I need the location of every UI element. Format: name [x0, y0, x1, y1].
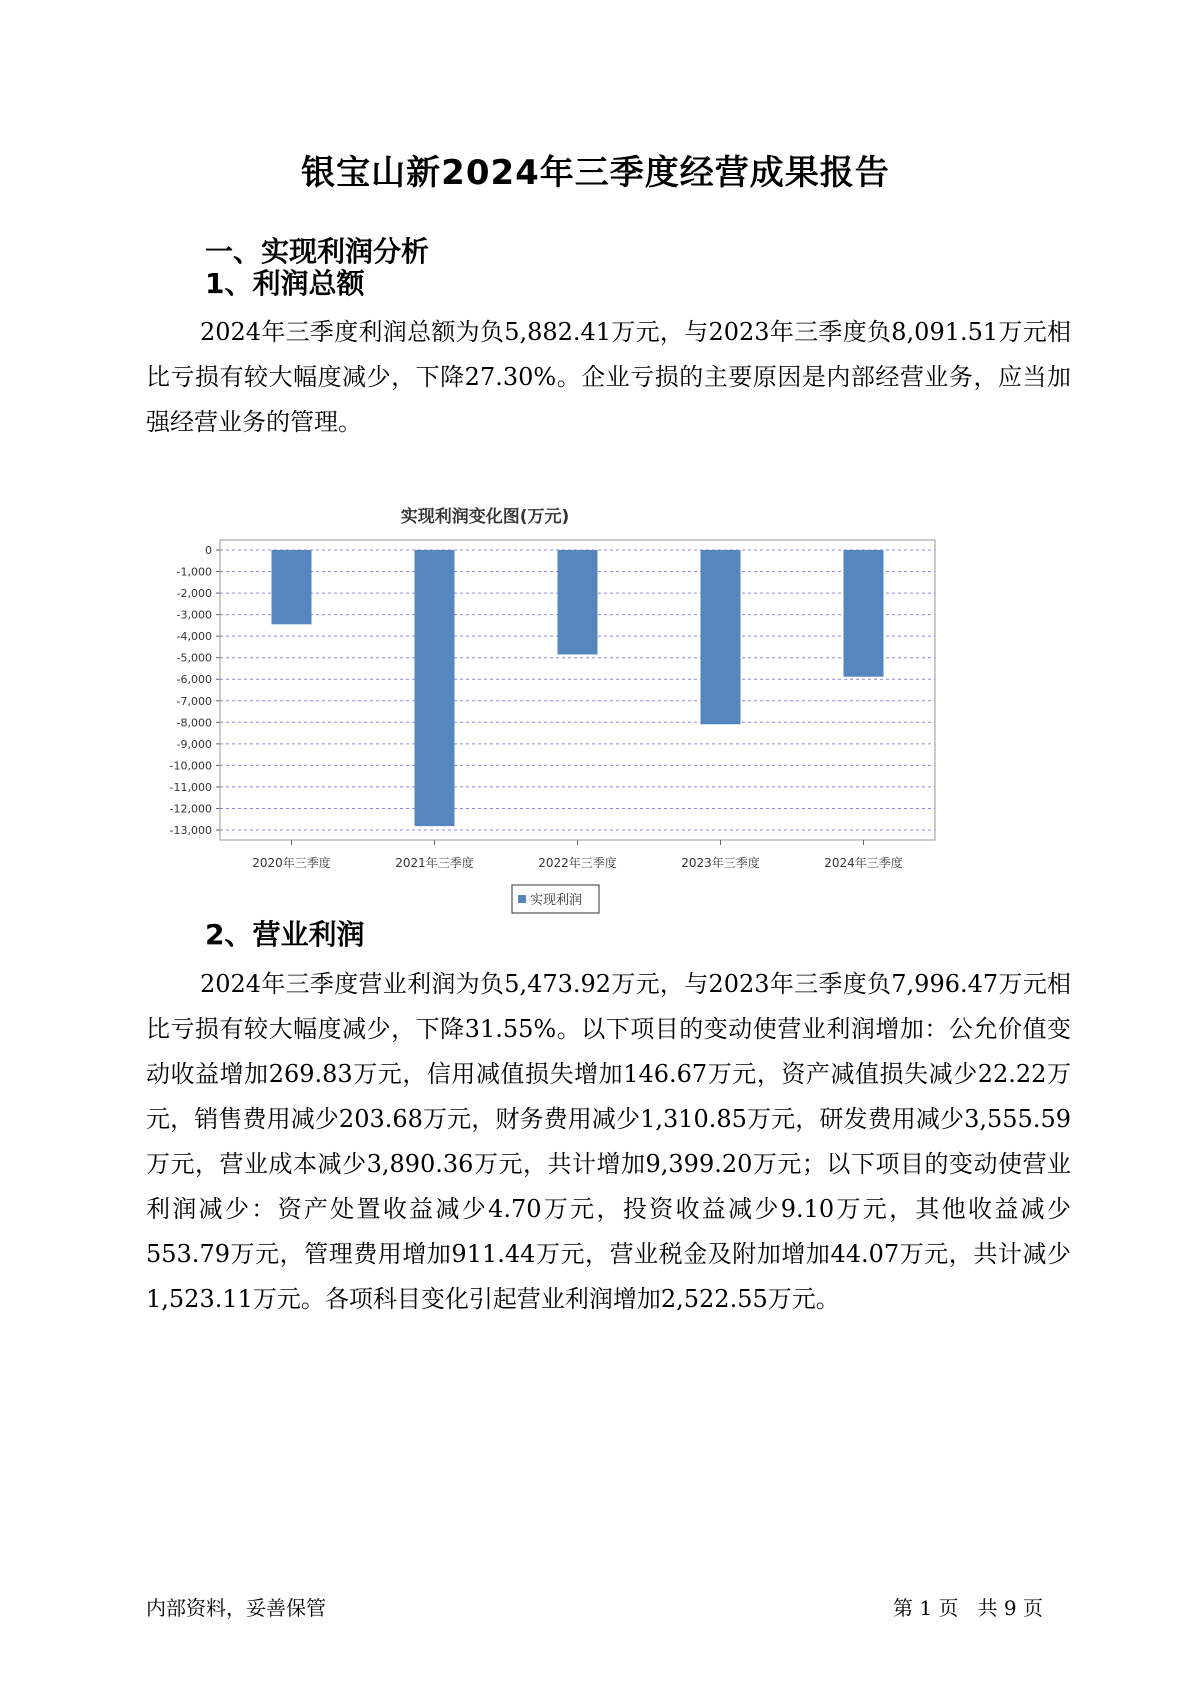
- footer-page-number: 第 1 页 共 9 页: [893, 1596, 1043, 1620]
- footer-confidential-note: 内部资料，妥善保管: [146, 1596, 326, 1620]
- y-tick-label: -10,000: [169, 759, 212, 773]
- bar: [558, 550, 598, 654]
- x-tick-label: 2020年三季度: [252, 856, 331, 870]
- x-tick-label: 2021年三季度: [395, 856, 474, 870]
- profit-chart: [160, 500, 1030, 950]
- y-tick-label: -3,000: [176, 608, 212, 622]
- x-tick-label: 2024年三季度: [824, 856, 903, 870]
- legend-swatch: [518, 895, 526, 903]
- y-tick-label: -6,000: [176, 673, 212, 687]
- y-tick-label: -13,000: [169, 824, 212, 837]
- bar: [272, 550, 312, 624]
- y-tick-label: -2,000: [176, 587, 212, 601]
- y-tick-label: -5,000: [176, 651, 212, 665]
- profit-chart-svg: [160, 500, 1030, 950]
- subheading-total-profit: 1、利润总额: [205, 267, 365, 300]
- subheading-operating-profit: 2、营业利润: [205, 918, 365, 951]
- bar: [844, 550, 884, 677]
- chart-title: 实现利润变化图(万元): [400, 507, 570, 527]
- bar: [415, 550, 455, 826]
- section-heading-profit-analysis: 一、实现利润分析: [205, 235, 430, 268]
- y-tick-label: -9,000: [176, 737, 212, 751]
- y-tick-label: 0: [205, 544, 212, 557]
- y-tick-label: -1,000: [176, 565, 212, 579]
- y-tick-label: -11,000: [169, 780, 212, 794]
- report-title: 银宝山新2024年三季度经营成果报告: [301, 153, 890, 193]
- y-tick-label: -4,000: [176, 630, 212, 644]
- x-tick-label: 2022年三季度: [538, 856, 617, 870]
- x-tick-label: 2023年三季度: [681, 856, 760, 870]
- total-profit-paragraph: 2024年三季度利润总额为负5,882.41万元，与2023年三季度负8,091.51万元相比亏损有较大幅度减少，下降27.30%。企业亏损的主要原因是内部经营业务，应当加强经营业务的管理。: [146, 318, 1071, 436]
- y-tick-label: -7,000: [176, 694, 212, 708]
- bar: [701, 550, 741, 724]
- y-tick-label: -12,000: [169, 802, 212, 816]
- legend-label: 实现利润: [530, 893, 583, 908]
- operating-profit-paragraph: 2024年三季度营业利润为负5,473.92万元，与2023年三季度负7,996.47万元相比亏损有较大幅度减少，下降31.55%。以下项目的变动使营业利润增加：公允价值变动收益增加269.83万元，信用减值损失增加146.67万元，资产减值损失减少22.22万元，销售费用减少203.68万元，财务费用减少1,310.85万元，研发费用减少3,555.59万元，营业成本减少3,890.36万元，共计增加9,399.20万元；以下项目的变动使营业利润减少：资产处置收益减少4.70万元，投资收益减少9.10万元，其他收益减少553.79万元，管理费用增加911.44万元，营业税金及附加增加44.07万元，共计减少1,523.11万元。各项科目变化引起营业利润增加2,522.55万元。: [146, 970, 1071, 1313]
- y-tick-label: -8,000: [176, 716, 212, 730]
